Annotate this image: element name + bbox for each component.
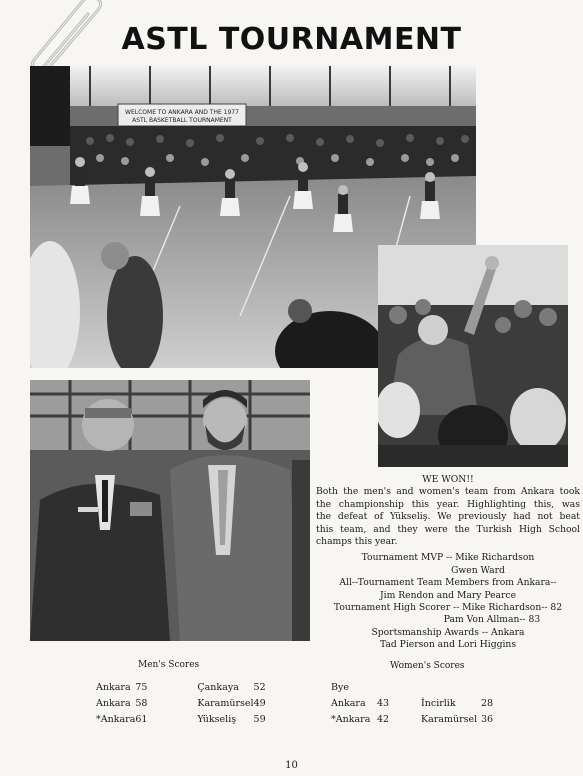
score-cell: [377, 682, 421, 698]
table-row: [331, 682, 493, 698]
award-line: Gwen Ward: [451, 564, 505, 576]
caption-body-line: the defeat of Yükseliş. We previously had not beat: [316, 511, 580, 523]
score-cell: 59: [253, 714, 266, 725]
celebrating-crowd-photo: [378, 245, 568, 467]
award-line: Tournament High Scorer -- Mike Richardson-- 82: [333, 602, 563, 614]
banner-text-line2: ASTL BASKETBALL TOURNAMENT: [132, 117, 232, 124]
table-row: [96, 714, 266, 730]
opponent-cell: Çankaya: [197, 682, 239, 693]
score-cell: 52: [253, 682, 266, 693]
opponent-cell: [421, 682, 481, 698]
score-cell: 75: [135, 682, 148, 693]
photo-caption: [316, 474, 580, 652]
award-line: Pam Von Allman-- 83: [443, 614, 541, 626]
award-line: Tournament MVP -- Mike Richardson: [361, 552, 535, 564]
team-cell: *Ankara: [96, 714, 136, 725]
opponent-cell: Karamürsel: [197, 698, 254, 709]
opponent-cell: Karamürsel: [421, 714, 478, 725]
caption-headline: WE WON!!: [422, 474, 474, 485]
page-number: 10: [285, 760, 298, 771]
opponent-cell: Yükseliş: [197, 714, 237, 725]
team-cell: *Ankara: [331, 714, 371, 725]
page-title: ASTL TOURNAMENT: [121, 22, 462, 57]
score-cell: 36: [481, 714, 494, 725]
award-line: Jim Rendon and Mary Pearce: [379, 589, 517, 601]
score-cell: 43: [377, 698, 390, 709]
caption-body: [316, 486, 580, 548]
mens-scores-table: [96, 682, 266, 730]
score-cell: 58: [135, 698, 148, 709]
caption-body-line: champs this year.: [316, 536, 398, 548]
mens-scores-heading: Men's Scores: [138, 660, 200, 670]
team-cell: Ankara: [96, 682, 131, 693]
score-cell: 28: [481, 698, 494, 709]
banner-text-line1: WELCOME TO ANKARA AND THE 1977: [125, 109, 239, 116]
awards-list: [316, 552, 580, 651]
caption-body-line: the championship this year. Highlighting this, was: [316, 498, 580, 510]
table-row: [96, 698, 266, 714]
score-cell: 49: [253, 698, 266, 709]
award-line: All--Tournament Team Members from Ankara--: [339, 577, 557, 589]
table-row: [96, 682, 266, 698]
womens-scores-table: [331, 682, 493, 730]
table-row: [331, 698, 493, 714]
coaches-photo: [30, 380, 310, 641]
womens-scores-heading: Women's Scores: [390, 661, 465, 671]
award-line: Tad Pierson and Lori Higgins: [379, 639, 517, 651]
score-cell: 61: [135, 714, 148, 725]
team-cell: Ankara: [96, 698, 131, 709]
caption-body-line: this team, and they were the Turkish High School: [316, 523, 580, 535]
award-line: Sportsmanship Awards -- Ankara: [371, 626, 525, 638]
team-cell: Ankara: [331, 698, 366, 709]
opponent-cell: İncirlik: [421, 698, 456, 709]
table-row: [331, 714, 493, 730]
caption-body-line: Both the men's and women's team from Ankara took: [316, 486, 580, 498]
score-cell: 42: [377, 714, 390, 725]
score-cell: [481, 682, 493, 698]
team-cell: Bye: [331, 682, 349, 693]
